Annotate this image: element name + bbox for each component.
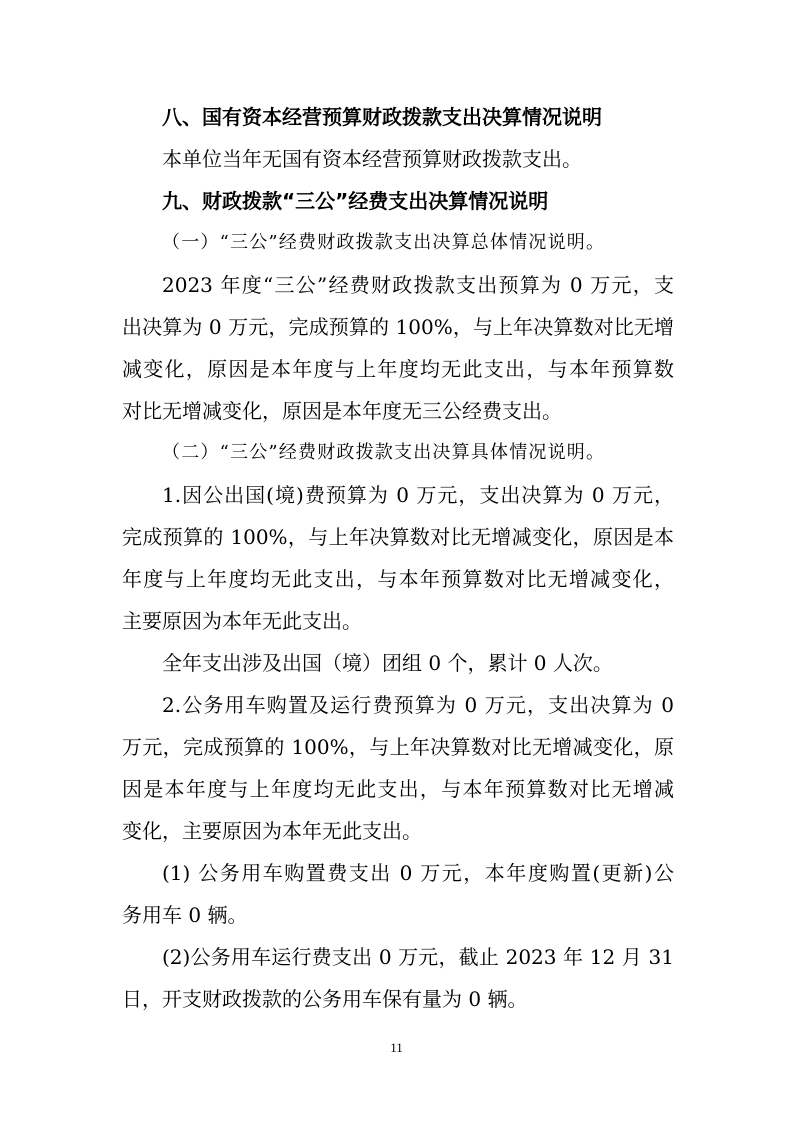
paragraph-vehicle-line-3: 因是本年度与上年度均无此支出，与本年预算数对比无增减 <box>122 777 674 801</box>
heading-state-capital-budget: 八、国有资本经营预算财政拨款支出决算情况说明 <box>162 105 602 129</box>
paragraph-overall-line-2: 出决算为 0 万元，完成预算的 100%，与上年决算数对比无增 <box>122 315 674 339</box>
paragraph-abroad-line-4: 主要原因为本年无此支出。 <box>122 609 362 633</box>
paragraph-state-capital-budget: 本单位当年无国有资本经营预算财政拨款支出。 <box>162 147 582 171</box>
paragraph-vehicle-line-2: 万元，完成预算的 100%，与上年决算数对比无增减变化，原 <box>122 735 674 759</box>
page-number: 11 <box>390 1040 403 1055</box>
paragraph-operation-line-1: (2)公务用车运行费支出 0 万元，截止 2023 年 12 月 31 <box>162 945 674 969</box>
paragraph-groups: 全年支出涉及出国（境）团组 0 个，累计 0 人次。 <box>162 651 613 675</box>
paragraph-overall-line-1: 2023 年度“三公”经费财政拨款支出预算为 0 万元，支 <box>162 273 674 297</box>
subheading-overall: （一）“三公”经费财政拨款支出决算总体情况说明。 <box>162 232 606 253</box>
paragraph-abroad-line-3: 年度与上年度均无此支出，与本年预算数对比无增减变化， <box>122 567 674 591</box>
paragraph-operation-line-2: 日，开支财政拨款的公务用车保有量为 0 辆。 <box>122 987 528 1011</box>
paragraph-vehicle-line-1: 2.公务用车购置及运行费预算为 0 万元，支出决算为 0 <box>162 693 674 717</box>
paragraph-vehicle-line-4: 变化，主要原因为本年无此支出。 <box>122 819 422 843</box>
paragraph-purchase-line-2: 务用车 0 辆。 <box>122 903 248 927</box>
subheading-detail: （二）“三公”经费财政拨款支出决算具体情况说明。 <box>162 442 606 463</box>
paragraph-abroad-line-1: 1.因公出国(境)费预算为 0 万元，支出决算为 0 万元， <box>162 483 674 507</box>
paragraph-overall-line-3: 减变化，原因是本年度与上年度均无此支出，与本年预算数 <box>122 357 674 381</box>
paragraph-purchase-line-1: (1) 公务用车购置费支出 0 万元，本年度购置(更新)公 <box>162 861 674 885</box>
heading-three-public-expenses: 九、财政拨款“三公”经费支出决算情况说明 <box>162 189 549 213</box>
paragraph-overall-line-4: 对比无增减变化，原因是本年度无三公经费支出。 <box>122 399 562 423</box>
paragraph-abroad-line-2: 完成预算的 100%，与上年决算数对比无增减变化，原因是本 <box>122 525 674 549</box>
